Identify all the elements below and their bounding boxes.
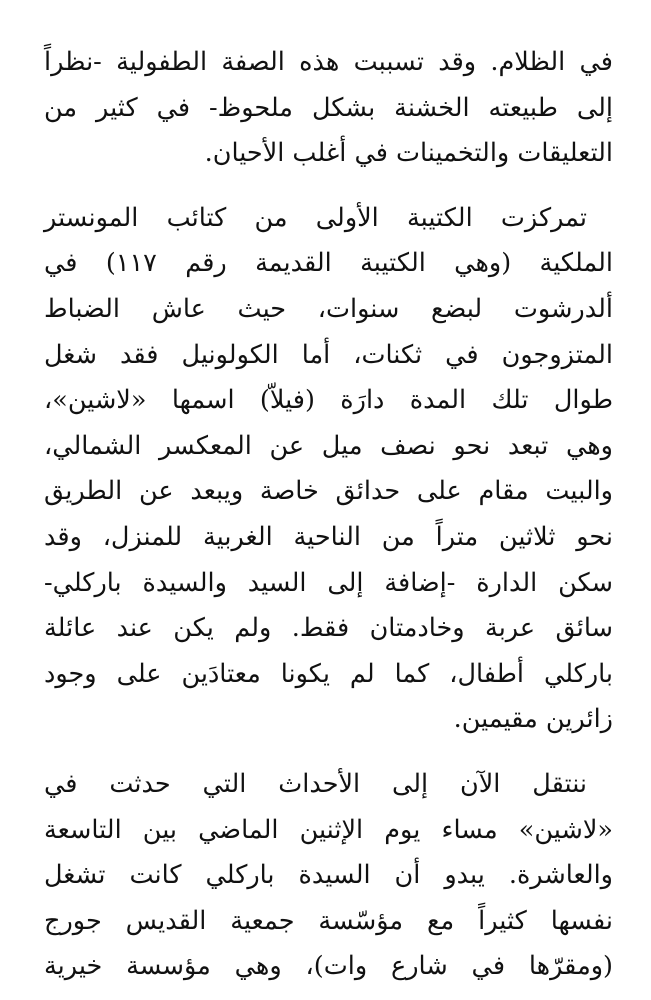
text-line: الملكية (وهي الكتيبة القديمة رقم ١١٧) في — [44, 248, 614, 279]
paragraph-1 — [44, 40, 613, 177]
text-line: نفسها كثيراً مع مؤسّسة جمعية القديس جورج — [44, 905, 613, 936]
text-line: ننتقل الآن إلى الأحداث التي حدثت في — [44, 768, 587, 799]
text-line: «لاشين» مساء يوم الإثنين الماضي بين التاسعة — [44, 814, 613, 845]
paragraph-3 — [44, 762, 613, 990]
text-line: سكن الدارة -إضافة إلى السيد والسيدة باركلي- — [44, 567, 613, 598]
text-line: (ومقرّها في شارع وات)، وهي مؤسسة خيرية — [44, 951, 613, 982]
text-line: إلى طبيعته الخشنة بشكل ملحوظ- في كثير من — [44, 92, 613, 123]
text-line: التعليقات والتخمينات في أغلب الأحيان. — [204, 138, 613, 169]
paragraph-2 — [44, 196, 613, 743]
text-line: المتزوجون في ثكنات، أما الكولونيل فقد شغل — [44, 339, 613, 370]
text-line: ألدرشوت لبضع سنوات، حيث عاش الضباط — [44, 293, 613, 324]
text-line: باركلي أطفال، كما لم يكونا معتادَين على وجود — [44, 658, 613, 689]
text-line: زائرين مقيمين. — [453, 704, 613, 735]
text-line: نحو ثلاثين متراً من الناحية الغربية للمنزل، وقد — [44, 521, 613, 552]
text-line: وهي تبعد نحو نصف ميل عن المعكسر الشمالي، — [44, 430, 613, 461]
text-line: سائق عربة وخادمتان فقط. ولم يكن عند عائلة — [44, 613, 613, 644]
text-line: تمركزت الكتيبة الأولى من كتائب المونستر — [44, 202, 587, 233]
text-line: والبيت مقام على حدائق خاصة ويبعد عن الطريق — [44, 476, 613, 507]
text-line: في الظلام. وقد تسببت هذه الصفة الطفولية -نظراً — [44, 47, 613, 77]
text-line: طوال تلك المدة دارَة (فيلاّ) اسمها «لاشين»، — [44, 385, 613, 416]
text-line: والعاشرة. يبدو أن السيدة باركلي كانت تشغل — [44, 860, 613, 891]
